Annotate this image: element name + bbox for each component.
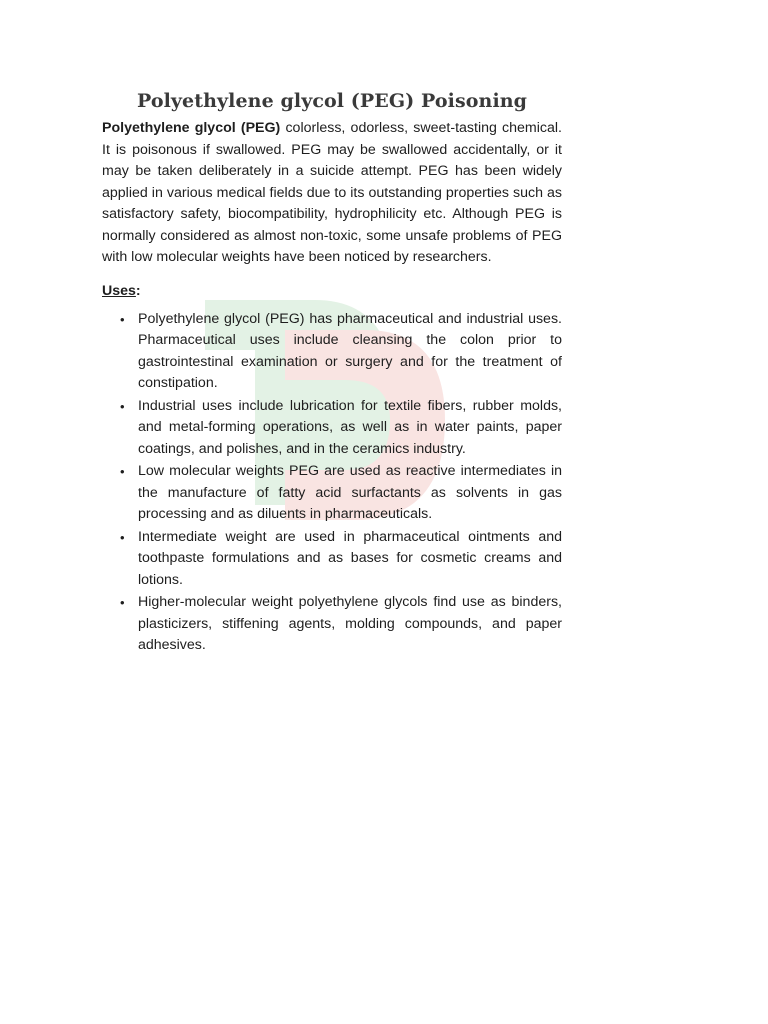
- intro-paragraph: [102, 118, 562, 269]
- bullet-icon: •: [120, 595, 125, 610]
- page-title: Polyethylene glycol (PEG) Poisoning: [136, 90, 528, 112]
- document-page: [102, 90, 562, 658]
- list-item: [102, 592, 562, 657]
- uses-heading-colon: :: [135, 282, 141, 299]
- list-item: [102, 461, 562, 526]
- list-item: [102, 396, 562, 461]
- list-item-text: Higher-molecular weight polyethylene glycols find use as binders, plasticizers, stiffening agents, molding compounds, and paper adhesives.: [138, 594, 562, 653]
- uses-heading: [102, 283, 562, 299]
- list-item: [102, 309, 562, 395]
- list-item-text: Intermediate weight are used in pharmaceutical ointments and toothpaste formulations and as bases for cosmetic creams and lotions.: [138, 528, 562, 588]
- bullet-icon: •: [120, 311, 125, 327]
- bullet-icon: •: [120, 398, 125, 414]
- list-item-text: Low molecular weights PEG are used as reactive intermediates in the manufacture of fatty acid surfactants as solvents in gas processing and as diluents in pharmaceuticals.: [138, 463, 562, 522]
- list-item: [102, 527, 562, 592]
- intro-bold-term: Polyethylene glycol (PEG): [102, 120, 281, 136]
- list-item-text: Polyethylene glycol (PEG) has pharmaceutical and industrial uses. Pharmaceutical uses include cleansing the colon prior to gastrointestinal examination or surgery and for the treatment of constipation.: [138, 310, 562, 391]
- bullet-icon: •: [120, 529, 125, 545]
- list-item-text: Industrial uses include lubrication for textile fibers, rubber molds, and metal-forming operations, as well as in water paints, paper coatings, and polishes, and in the ceramics industry.: [138, 397, 562, 457]
- uses-list: [102, 309, 562, 657]
- intro-text: colorless, odorless, sweet-tasting chemical. It is poisonous if swallowed. PEG may be swallowed accidentally, or it may be taken deliberately in a suicide attempt. PEG has been widely applied in various medical fields due to its outstanding properties such as satisfactory safety, biocompatibility, hydrophilicity etc. Although PEG is normally considered as almost non-toxic, some unsafe problems of PEG with low molecular weights have been noticed by researchers.: [102, 120, 562, 265]
- bullet-icon: •: [120, 464, 125, 479]
- uses-heading-label: Uses: [102, 282, 136, 299]
